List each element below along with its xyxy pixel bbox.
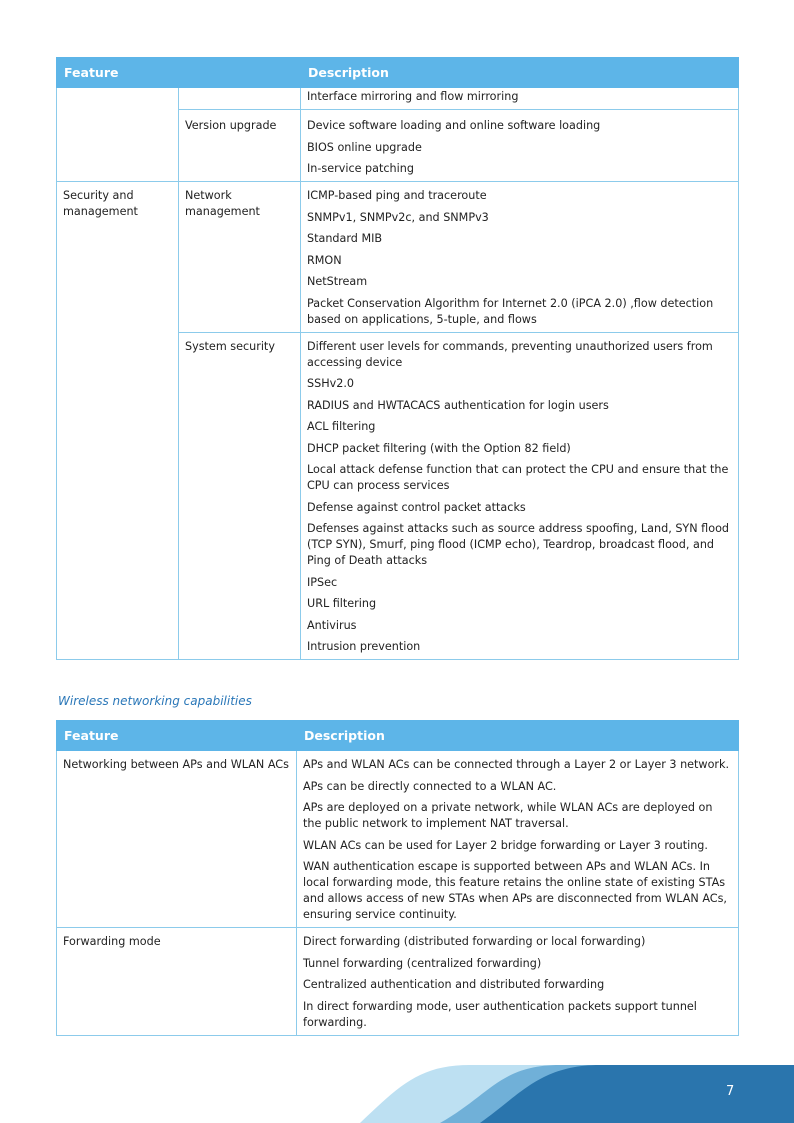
security-management-table <box>56 57 739 660</box>
description-item: Different user levels for commands, preventing unauthorized users from accessing device <box>307 339 713 369</box>
description-item: Interface mirroring and flow mirroring <box>307 90 519 103</box>
header-feature: Feature <box>57 58 301 88</box>
description-item: Centralized authentication and distributed forwarding <box>303 978 605 991</box>
description-item: Antivirus <box>307 618 357 632</box>
description-item: APs are deployed on a private network, while WLAN ACs are deployed on the public network to implement NAT traversal. <box>303 801 713 830</box>
header-description: Description <box>297 721 739 751</box>
description-item: Direct forwarding (distributed forwarding or local forwarding) <box>303 935 646 948</box>
description-item: IPSec <box>307 575 338 589</box>
subfeature-cell <box>179 88 301 110</box>
description-item: In-service patching <box>307 162 414 175</box>
table-row <box>57 182 739 333</box>
description-item: ACL filtering <box>307 420 376 433</box>
description-item: WAN authentication escape is supported between APs and WLAN ACs. In local forwarding mode, this feature retains the online state of existing STAs and allows access of new STAs when APs are disconnected from WLAN ACs, ensuring service continuity. <box>303 860 727 921</box>
description-item: BIOS online upgrade <box>307 140 422 154</box>
table-header-row <box>57 721 739 751</box>
description-item: Intrusion prevention <box>307 640 421 653</box>
description-item: Packet Conservation Algorithm for Internet 2.0 (iPCA 2.0) ,flow detection based on applications, 5-tuple, and flows <box>307 296 714 326</box>
feature-cell <box>57 88 179 182</box>
description-item: DHCP packet filtering (with the Option 82 field) <box>307 441 571 455</box>
feature-cell: Forwarding mode <box>57 928 297 1036</box>
description-item: WLAN ACs can be used for Layer 2 bridge forwarding or Layer 3 routing. <box>303 838 708 852</box>
description-item: Defenses against attacks such as source address spoofing, Land, SYN flood (TCP SYN), Smurf, ping flood (ICMP echo), Teardrop, broadcast flood, and Ping of Death attacks <box>307 522 730 567</box>
section-caption: Wireless networking capabilities <box>58 694 252 708</box>
description-item: Local attack defense function that can protect the CPU and ensure that the CPU can process services <box>307 463 729 492</box>
description-cell <box>301 110 739 182</box>
subfeature-cell: Version upgrade <box>179 110 301 182</box>
header-description: Description <box>301 58 739 88</box>
description-item: URL filtering <box>307 597 377 610</box>
table-header-row <box>57 58 739 88</box>
description-item: APs and WLAN ACs can be connected through a Layer 2 or Layer 3 network. <box>303 758 730 771</box>
wireless-networking-table <box>56 720 739 1036</box>
description-item: ICMP-based ping and traceroute <box>307 189 487 202</box>
description-cell <box>297 751 739 928</box>
page-number: 7 <box>726 1084 735 1099</box>
description-item: SSHv2.0 <box>307 377 355 390</box>
feature-cell: Networking between APs and WLAN ACs <box>57 751 297 928</box>
description-item: RMON <box>307 253 342 267</box>
table-row <box>57 751 739 928</box>
description-cell <box>297 928 739 1036</box>
description-item: RADIUS and HWTACACS authentication for login users <box>307 398 609 412</box>
description-item: In direct forwarding mode, user authentication packets support tunnel forwarding. <box>303 999 697 1029</box>
header-feature: Feature <box>57 721 297 751</box>
description-item: Standard MIB <box>307 232 383 245</box>
description-item: SNMPv1, SNMPv2c, and SNMPv3 <box>307 210 489 224</box>
table-row <box>57 88 739 110</box>
feature-cell: Security and management <box>57 182 179 660</box>
description-item: NetStream <box>307 275 368 288</box>
description-item: Tunnel forwarding (centralized forwarding) <box>303 956 542 970</box>
table-row <box>57 928 739 1036</box>
description-item: Device software loading and online software loading <box>307 119 601 132</box>
description-item: Defense against control packet attacks <box>307 500 526 514</box>
description-cell <box>301 88 739 110</box>
subfeature-cell: Network management <box>179 182 301 333</box>
subfeature-cell: System security <box>179 332 301 660</box>
description-cell <box>301 332 739 660</box>
description-cell <box>301 182 739 333</box>
footer-wave-decoration <box>0 1065 794 1123</box>
description-item: APs can be directly connected to a WLAN AC. <box>303 779 557 793</box>
